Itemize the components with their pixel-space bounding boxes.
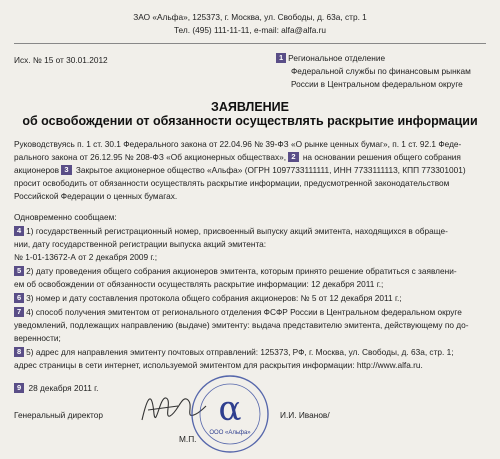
outgoing-number: Исх. № 15 от 30.01.2012: [14, 55, 108, 65]
badge-2: 2: [288, 152, 298, 162]
body-line-2a: рального закона от 26.12.95 № 208-ФЗ «Об акционерных обществах»,: [14, 152, 287, 162]
item-4-line-2: уведомлений, подлежащих направлению (выдаче) эмитенту: выдача представителю эмитента, действующему по до-: [14, 320, 469, 330]
item-1-line-2: нии, дату государственной регистрации выпуска акций эмитента:: [14, 239, 267, 249]
recipient-line-2: Федеральной службы по финансовым рынкам: [291, 66, 471, 76]
badge-3: 3: [61, 165, 71, 175]
body-line-2b: на основании решения общего собрания: [302, 152, 461, 162]
item-5-line-1: 5) адрес для направления эмитенту почтовых отправлений: 125373, РФ, г. Москва, ул. Свободы, д. 63а, стр. 1;: [26, 347, 454, 357]
document-date: 28 декабря 2011 г.: [28, 383, 99, 393]
items-intro: Одновременно сообщаем:: [14, 212, 117, 222]
body-line-5: Российской Федерации о ценных бумагах.: [14, 191, 178, 201]
badge-7: 7: [14, 307, 24, 317]
company-stamp: [190, 374, 270, 454]
signer-name: И.И. Иванов/: [280, 410, 330, 420]
badge-8: 8: [14, 347, 24, 357]
badge-6: 6: [14, 293, 24, 303]
item-3-line-1: 3) номер и дату составления протокола общего собрания акционеров: № 5 от 12 декабря 2011 г.;: [26, 293, 402, 303]
org-header: ЗАО «Альфа», 125373, г. Москва, ул. Свободы, д. 63а, стр. 1: [133, 12, 367, 22]
body-line-4: просит освободить от обязанности осуществлять раскрытие информации, предусмотренной законодательством: [14, 178, 450, 188]
item-2-line-2: ем об освобождении от обязанности осуществлять раскрытие информации: 12 декабря 2011 г.;: [14, 279, 384, 289]
header-divider: [14, 43, 486, 44]
item-1-line-1: 1) государственный регистрационный номер, присвоенный выпуску акций эмитента, находящихся в обраще-: [26, 226, 448, 236]
stamp-name: ООО «Альфа»: [209, 430, 251, 436]
body-line-3b: Закрытое акционерное общество «Альфа» (ОГРН 1097733111111, ИНН 7733111113, КПП 773301001): [75, 165, 466, 175]
stamp-place-mark: М.П.: [179, 434, 197, 444]
body-line-1: Руководствуясь п. 1 ст. 30.1 Федерального закона от 22.04.96 № 39-ФЗ «О рынке ценных бумаг», п. 1 ст. 92.1 Феде-: [14, 139, 462, 149]
badge-5: 5: [14, 266, 24, 276]
item-2-line-1: 2) дату проведения общего собрания акционеров эмитента, которым принято решение обратиться с заявлени-: [26, 266, 457, 276]
org-contacts: Тел. (495) 111-11-11, e-mail: alfa@alfa.ru: [173, 25, 327, 35]
recipient-line-3: России в Центральном федеральном округе: [291, 79, 463, 89]
signer-position: Генеральный директор: [14, 410, 103, 420]
body-line-3a: акционеров: [14, 165, 60, 175]
item-4-line-3: веренности;: [14, 333, 61, 343]
document-title: ЗАЯВЛЕНИЕ: [210, 100, 289, 114]
item-1-line-3: № 1-01-13672-А от 2 декабря 2009 г.;: [14, 252, 158, 262]
badge-9: 9: [14, 383, 24, 393]
item-5-line-2: адрес страницы в сети интернет, используемой эмитентом для раскрытия информации: http://www.alfa.ru.: [14, 360, 423, 370]
badge-1: 1: [276, 53, 286, 63]
item-4-line-1: 4) способ получения эмитентом от регионального отделения ФСФР России в Центральном федеральном округе: [26, 307, 462, 317]
recipient-line-1: Региональное отделение: [288, 53, 386, 63]
document-subtitle: об освобождении от обязанности осуществлять раскрытие информации: [22, 114, 478, 128]
badge-4: 4: [14, 226, 24, 236]
stamp-letter: α: [218, 389, 242, 429]
